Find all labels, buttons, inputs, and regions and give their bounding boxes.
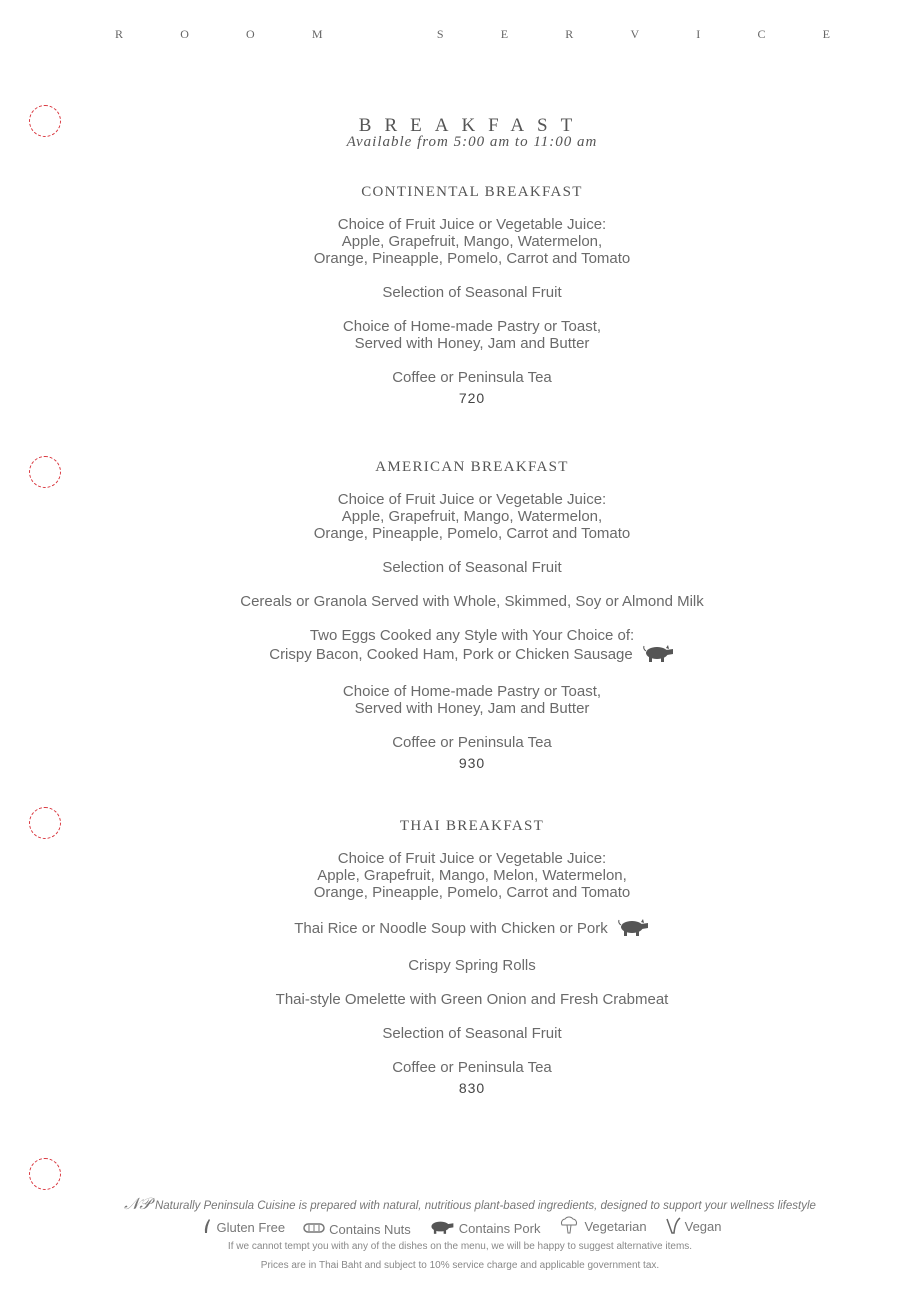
menu-item <box>0 918 900 940</box>
price: 720 <box>458 390 486 406</box>
section-continental <box>0 184 900 406</box>
price-note: Prices are in Thai Baht and subject to 10% service charge and applicable government tax. <box>260 1260 660 1271</box>
section-title: CONTINENTAL BREAKFAST <box>361 184 583 200</box>
header-letter: O <box>246 27 255 41</box>
menu-item-text: Cereals or Granola Served with Whole, Skimmed, Soy or Almond Milk <box>240 593 704 610</box>
menu-item-line <box>0 644 900 666</box>
room-service-header <box>115 27 830 42</box>
menu-item <box>0 318 900 352</box>
header-letter: C <box>757 27 766 41</box>
menu-item-line <box>0 335 900 352</box>
alternative-note: If we cannot tempt you with any of the dishes on the menu, we will be happy to suggest alternative items. <box>227 1241 693 1252</box>
availability: Available from 5:00 am to 11:00 am <box>346 134 598 150</box>
menu-item-text: Apple, Grapefruit, Mango, Watermelon, <box>341 508 603 525</box>
menu-item-text: Orange, Pineapple, Pomelo, Carrot and Tomato <box>313 525 631 542</box>
menu-item-text: Coffee or Peninsula Tea <box>392 369 552 386</box>
menu-item <box>0 683 900 717</box>
legend-item <box>665 1216 722 1237</box>
pork-icon <box>429 1219 455 1237</box>
menu-item-line <box>0 867 900 884</box>
menu-item-text: Thai-style Omelette with Green Onion and Fresh Crabmeat <box>275 991 669 1008</box>
price: 930 <box>458 755 486 771</box>
page-title: BREAKFAST <box>358 115 586 136</box>
menu-item <box>0 1059 900 1076</box>
menu-item-line <box>0 957 900 974</box>
menu-item-text: Crispy Bacon, Cooked Ham, Pork or Chicken Sausage <box>269 645 633 663</box>
menu-item <box>0 957 900 974</box>
legend-label: Contains Nuts <box>329 1222 411 1237</box>
menu-item-line <box>0 734 900 751</box>
menu-item <box>0 734 900 751</box>
legend-item <box>558 1216 646 1237</box>
header-letter: M <box>311 27 323 41</box>
menu-item-text: Choice of Fruit Juice or Vegetable Juice: <box>337 850 607 867</box>
menu-item-line <box>0 216 900 233</box>
menu-item-text: Crispy Spring Rolls <box>408 957 536 974</box>
section-title: THAI BREAKFAST <box>399 818 545 834</box>
vegan-icon <box>665 1216 681 1237</box>
menu-item-line <box>0 1059 900 1076</box>
menu-item-text: Thai Rice or Noodle Soup with Chicken or Pork <box>294 919 608 937</box>
header-letter: R <box>565 27 574 41</box>
menu-item-text: Choice of Fruit Juice or Vegetable Juice: <box>337 216 607 233</box>
menu-item-line <box>0 284 900 301</box>
menu-item-text: Two Eggs Cooked any Style with Your Choice of: <box>309 627 635 644</box>
punch-hole <box>29 1158 61 1190</box>
menu-item-line <box>0 250 900 267</box>
legend-item <box>429 1219 541 1237</box>
menu-item-text: Coffee or Peninsula Tea <box>392 734 552 751</box>
menu-item-line <box>0 850 900 867</box>
pork-icon <box>643 644 675 666</box>
menu-item-text: Served with Honey, Jam and Butter <box>354 700 590 717</box>
menu-item-line <box>0 1025 900 1042</box>
menu-item <box>0 284 900 301</box>
menu-item-line <box>0 369 900 386</box>
menu-item-text: Orange, Pineapple, Pomelo, Carrot and Tomato <box>313 884 631 901</box>
menu-item <box>0 850 900 901</box>
menu-item-text: Orange, Pineapple, Pomelo, Carrot and Tomato <box>313 250 631 267</box>
legend-label: Vegan <box>684 1219 722 1234</box>
gluten-free-icon <box>202 1218 212 1237</box>
menu-item-line <box>0 318 900 335</box>
menu-item-line <box>0 683 900 700</box>
legend-label: Contains Pork <box>458 1220 541 1236</box>
menu-item-text: Apple, Grapefruit, Mango, Melon, Watermelon, <box>317 867 627 884</box>
menu-item-line <box>0 508 900 525</box>
header-letter: E <box>822 27 830 41</box>
menu-item-text: Choice of Home-made Pastry or Toast, <box>342 683 602 700</box>
menu-item-line <box>0 525 900 542</box>
menu-item-line <box>0 918 900 940</box>
menu-item-text: Coffee or Peninsula Tea <box>392 1059 552 1076</box>
price: 830 <box>458 1080 486 1096</box>
menu-item <box>0 216 900 267</box>
section-american <box>0 459 900 771</box>
menu-item-text: Choice of Fruit Juice or Vegetable Juice: <box>337 491 607 508</box>
menu-item-line <box>0 593 900 610</box>
header-letter: V <box>630 27 640 41</box>
menu-item <box>0 369 900 386</box>
header-letter: R <box>115 27 124 41</box>
section-title: AMERICAN BREAKFAST <box>375 459 569 475</box>
header-letter: E <box>500 27 509 41</box>
menu-item-text: Served with Honey, Jam and Butter <box>354 335 590 352</box>
menu-item-line <box>0 884 900 901</box>
naturally-peninsula-note: 𝒩𝒫 Naturally Peninsula Cuisine is prepared with natural, nutritious plant-based ingredients, designed to support your wellness lifestyle <box>124 1196 816 1213</box>
legend-item <box>303 1222 411 1237</box>
legend-item <box>202 1218 285 1237</box>
menu-item <box>0 491 900 542</box>
legend-label: Vegetarian <box>584 1219 647 1234</box>
legend-label: Gluten Free <box>216 1220 286 1235</box>
header-letter: O <box>180 27 189 41</box>
header-letter: I <box>696 27 701 41</box>
menu-item-line <box>0 700 900 717</box>
menu-item <box>0 1025 900 1042</box>
dietary-legend <box>12 1216 900 1237</box>
menu-item-text: Apple, Grapefruit, Mango, Watermelon, <box>341 233 603 250</box>
menu-item-text: Selection of Seasonal Fruit <box>382 284 562 301</box>
section-thai <box>0 818 900 1096</box>
header-letter: S <box>436 27 444 41</box>
menu-item-line <box>0 491 900 508</box>
menu-item-line <box>0 991 900 1008</box>
menu-item-text: Choice of Home-made Pastry or Toast, <box>342 318 602 335</box>
menu-item <box>0 991 900 1008</box>
vegetarian-icon <box>558 1216 580 1237</box>
pork-icon <box>618 918 650 940</box>
menu-item-line <box>0 627 900 644</box>
menu-item <box>0 593 900 610</box>
menu-item <box>0 627 900 666</box>
nuts-icon <box>303 1222 325 1237</box>
menu-item-text: Selection of Seasonal Fruit <box>382 559 562 576</box>
menu-item-line <box>0 233 900 250</box>
menu-item-line <box>0 559 900 576</box>
menu-item-text: Selection of Seasonal Fruit <box>382 1025 562 1042</box>
menu-item <box>0 559 900 576</box>
np-logo-icon: 𝒩𝒫 <box>124 1196 151 1213</box>
